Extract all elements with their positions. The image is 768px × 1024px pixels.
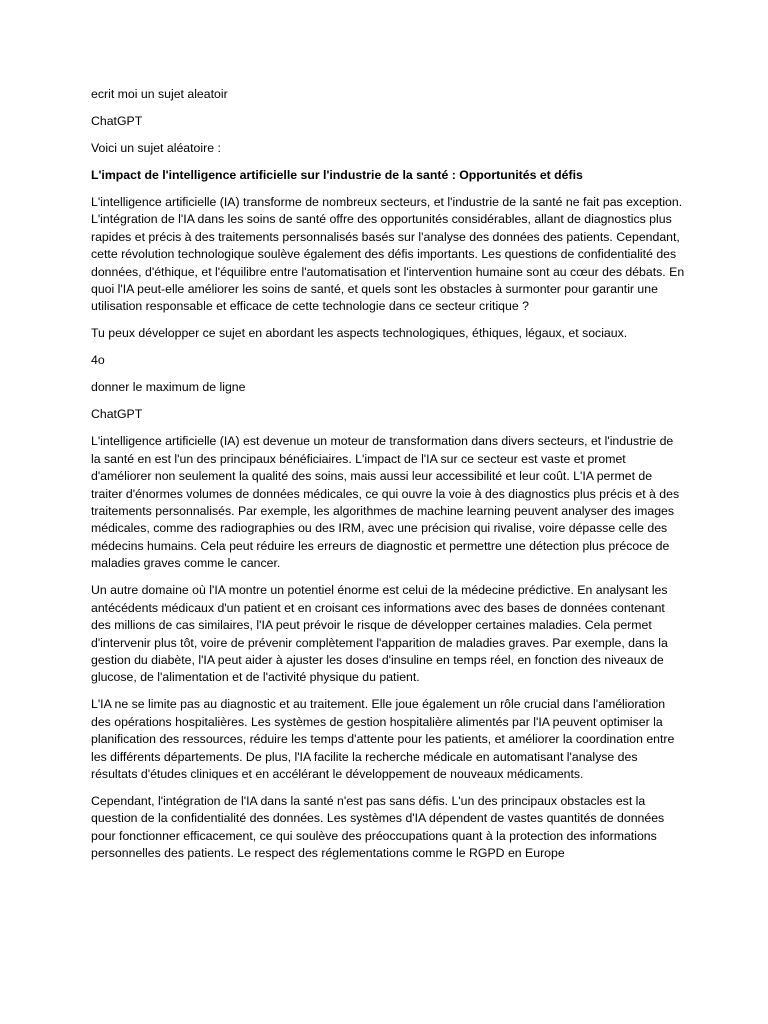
document-body (91, 86, 685, 872)
body-paragraph: L'intelligence artificielle (IA) transforme de nombreux secteurs, et l'industrie de la santé ne fait pas exception. L'intégration de l'IA dans les soins de santé offre des opportunités considérables, allant de diagnostics plus rapides et précis à des traitements personnalisés basés sur l'analyse des données des patients. Cependant, cette révolution technologique soulève également des défis importants. Les questions de confidentialité des données, d'éthique, et l'équilibre entre l'automatisation et l'intervention humaine sont au cœur des débats. En quoi l'IA peut-elle améliorer les soins de santé, et quels sont les obstacles à surmonter pour garantir une utilisation responsable et efficace de cette technologie dans ce secteur critique ? (91, 195, 685, 314)
body-paragraph: Tu peux développer ce sujet en abordant les aspects technologiques, éthiques, légaux, et sociaux. (91, 326, 628, 341)
topic-heading: L'impact de l'intelligence artificielle sur l'industrie de la santé : Opportunités et défis (91, 168, 583, 182)
body-paragraph: Cependant, l'intégration de l'IA dans la santé n'est pas sans défis. L'un des principaux obstacles est la question de la confidentialité des données. Les systèmes d'IA dépendent de vastes quantités de données pour fonctionner efficacement, ce qui soulève des préoccupations quant à la protection des informations personnelles des patients. Le respect des réglementations comme le RGPD en Europe (91, 793, 665, 861)
body-paragraph: L'IA ne se limite pas au diagnostic et au traitement. Elle joue également un rôle crucial dans l'amélioration des opérations hospitalières. Les systèmes de gestion hospitalière alimentés par l'IA peuvent optimiser la planification des ressources, réduire les temps d'attente pour les patients, et améliorer la coordination entre les différents départements. De plus, l'IA facilite la recherche médicale en automatisant l'analyse des résultats d'études cliniques et en accélérant le développement de nouveaux médicaments. (91, 697, 675, 781)
body-paragraph: Un autre domaine où l'IA montre un potentiel énorme est celui de la médecine prédictive. En analysant les antécédents médicaux d'un patient et en croisant ces informations avec des bases de données contenant des millions de cas similaires, l'IA peut prévoir le risque de développer certaines maladies. Cela permet d'intervenir plus tôt, voire de prévenir complètement l'apparition de maladies graves. Par exemple, dans la gestion du diabète, l'IA peut aider à ajuster les doses d'insuline en temps réel, en fonction des niveaux de glucose, de l'alimentation et de l'activité physique du patient. (91, 583, 668, 685)
model-label: 4o (91, 353, 105, 368)
user-prompt: donner le maximum de ligne (91, 380, 246, 395)
speaker-label: ChatGPT (91, 114, 143, 128)
body-paragraph: L'intelligence artificielle (IA) est devenue un moteur de transformation dans divers secteurs, et l'industrie de la santé en est l'un des principaux bénéficiaires. L'impact de l'IA sur ce secteur est vaste et promet d'améliorer non seulement la qualité des soins, mais aussi leur accessibilité et leur coût. L'IA permet de traiter d'énormes volumes de données médicales, ce qui ouvre la voie à des diagnostics plus précis et à des traitements personnalisés. Par exemple, les algorithmes de machine learning peuvent analyser des images médicales, comme des radiographies ou des IRM, avec une précision qui rivalise, voire dépasse celle des médecins humains. Cela peut réduire les erreurs de diagnostic et permettre une détection plus précoce de maladies graves comme le cancer. (91, 434, 680, 571)
intro-paragraph: Voici un sujet aléatoire : (91, 141, 221, 155)
speaker-label: ChatGPT (91, 407, 143, 422)
user-prompt: ecrit moi un sujet aleatoir (91, 87, 228, 101)
